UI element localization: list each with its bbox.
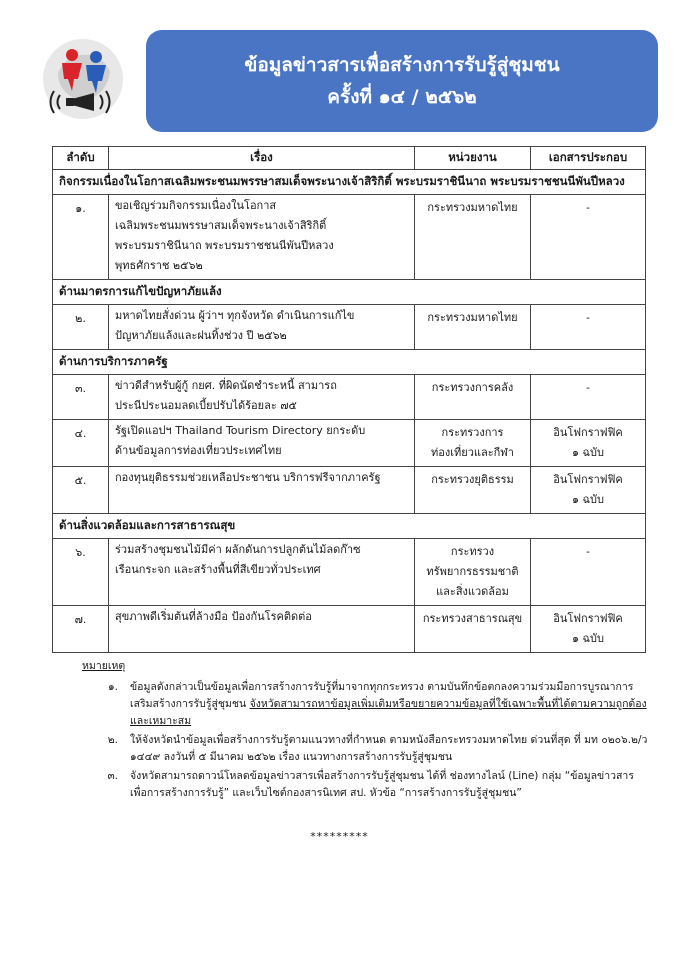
table-header-row: [53, 147, 646, 170]
row-number: ๔.: [53, 420, 109, 467]
row-topic: [109, 195, 415, 280]
table-row: [53, 606, 646, 653]
row-agency: [415, 539, 531, 606]
documents-line: ๑ ฉบับ: [572, 632, 604, 645]
agency-line: กระทรวง: [450, 545, 495, 558]
documents-line: -: [586, 381, 590, 394]
row-topic: [109, 375, 415, 420]
documents-line: ๑ ฉบับ: [572, 446, 604, 459]
page-title: ข้อมูลข่าวสารเพื่อสร้างการรับรู้สู่ชุมชน: [244, 54, 560, 76]
table-row: [53, 420, 646, 467]
agency-line: กระทรวงยุติธรรม: [431, 473, 514, 486]
topic-line: กองทุนยุติธรรมช่วยเหลือประชาชน บริการฟรีจากภาครัฐ: [115, 471, 381, 484]
row-number: ๑.: [53, 195, 109, 280]
row-documents: [531, 420, 646, 467]
section-title: ด้านมาตรการแก้ไขปัญหาภัยแล้ง: [53, 280, 646, 305]
documents-line: ๑ ฉบับ: [572, 493, 604, 506]
agency-line: กระทรวงการคลัง: [431, 381, 514, 394]
topic-line: พระบรมราชินีนาถ พระบรมราชชนนีพันปีหลวง: [115, 239, 334, 252]
topic-line: พุทธศักราช ๒๕๖๒: [115, 259, 203, 272]
row-documents: [531, 539, 646, 606]
section-title: กิจกรรมเนื่องในโอกาสเฉลิมพระชนมพรรษาสมเด็จพระนางเจ้าสิริกิติ์ พระบรมราชินีนาถ พระบรมราชชนนีพันปีหลวง: [53, 170, 646, 195]
topic-line: เฉลิมพระชนมพรรษาสมเด็จพระนางเจ้าสิริกิติ์: [115, 219, 327, 232]
note-number: ๑.: [107, 681, 118, 693]
row-number: ๕.: [53, 467, 109, 514]
note-emphasis: จังหวัดสามารถหาข้อมูลเพิ่มเติมหรือขยายความข้อมูลที่ใช้เฉพาะพื้นที่ได้ตามความถูกต้องและเหมาะสม: [130, 698, 647, 727]
note-item: [80, 679, 650, 730]
row-number: ๗.: [53, 606, 109, 653]
row-documents: [531, 375, 646, 420]
row-documents: [531, 195, 646, 280]
section-title: ด้านสิ่งแวดล้อมและการสาธารณสุข: [53, 514, 646, 539]
row-agency: [415, 606, 531, 653]
table-row: [53, 305, 646, 350]
topic-line: ปัญหาภัยแล้งและฝนทิ้งช่วง ปี ๒๕๖๒: [115, 329, 287, 342]
notes-title: หมายเหตุ: [82, 660, 126, 672]
table-row: [53, 539, 646, 606]
topic-line: ด้านข้อมูลการท่องเที่ยวประเทศไทย: [115, 444, 282, 457]
section-row: [53, 514, 646, 539]
row-agency: [415, 420, 531, 467]
row-topic: [109, 467, 415, 514]
topic-line: รัฐเปิดแอปฯ Thailand Tourism Directory ยกระดับ: [115, 424, 366, 437]
row-number: ๖.: [53, 539, 109, 606]
ministry-logo: [28, 33, 138, 129]
row-agency: [415, 375, 531, 420]
row-documents: [531, 606, 646, 653]
agency-line: กระทรวงมหาดไทย: [427, 311, 518, 324]
title-banner: [146, 30, 658, 132]
topic-line: มหาดไทยสั่งด่วน ผู้ว่าฯ ทุกจังหวัด ดำเนินการแก้ไข: [115, 309, 355, 322]
row-topic: [109, 606, 415, 653]
section-row: [53, 280, 646, 305]
topic-line: สุขภาพดีเริ่มต้นที่ล้างมือ ป้องกันโรคติดต่อ: [115, 610, 312, 623]
topic-line: ขอเชิญร่วมกิจกรรมเนื่องในโอกาส: [115, 199, 277, 212]
agency-line: ท่องเที่ยวและกีฬา: [431, 446, 514, 459]
note-number: ๒.: [107, 734, 118, 746]
documents-line: -: [586, 201, 590, 214]
row-topic: [109, 305, 415, 350]
table-row: [53, 195, 646, 280]
row-documents: [531, 467, 646, 514]
agency-line: กระทรวงการ: [441, 426, 504, 439]
row-number: ๓.: [53, 375, 109, 420]
row-agency: [415, 467, 531, 514]
table-row: [53, 375, 646, 420]
issue-number: ครั้งที่ ๑๔ / ๒๕๖๒: [327, 86, 477, 108]
note-text: จังหวัดสามารถดาวน์โหลดข้อมูลข่าวสารเพื่อสร้างการรับรู้สู่ชุมชน ได้ที่ ช่องทางไลน์ (Line) กลุ่ม “ข้อมูลข่าวสารเพื่อการสร้างการรับรู้” และเว็บไซต์กองสารนิเทศ สป. หัวข้อ “การสร้างการรับรู้สู่ชุมชน”: [130, 770, 634, 799]
table-row: [53, 467, 646, 514]
end-marker: *********: [310, 830, 369, 843]
section-row: [53, 170, 646, 195]
row-topic: [109, 420, 415, 467]
topic-line: ประนีประนอมลดเบี้ยปรับได้ร้อยละ ๗๕: [115, 399, 297, 412]
agency-line: กระทรวงสาธารณสุข: [422, 612, 523, 625]
row-agency: [415, 195, 531, 280]
agency-line: ทรัพยากรธรรมชาติ: [426, 565, 519, 578]
topic-line: ข่าวดีสำหรับผู้กู้ กยศ. ที่ผิดนัดชำระหนี้ สามารถ: [115, 379, 337, 392]
note-number: ๓.: [107, 770, 118, 782]
row-number: ๒.: [53, 305, 109, 350]
row-topic: [109, 539, 415, 606]
row-agency: [415, 305, 531, 350]
agency-line: กระทรวงมหาดไทย: [427, 201, 518, 214]
agency-line: และสิ่งแวดล้อม: [436, 585, 509, 598]
documents-line: อินโฟกราฟฟิค: [553, 473, 623, 486]
documents-line: อินโฟกราฟฟิค: [553, 612, 623, 625]
note-text: ให้จังหวัดนำข้อมูลเพื่อสร้างการรับรู้ตามแนวทางที่กำหนด ตามหนังสือกระทรวงมหาดไทย ด่วนที่สุด ที่ มท ๐๒๐๖.๒/ว ๑๔๔๙ ลงวันที่ ๕ มีนาคม ๒๕๖๒ เรื่อง แนวทางการสร้างการรับรู้สู่ชุมชน: [130, 734, 648, 763]
documents-line: -: [586, 545, 590, 558]
documents-line: -: [586, 311, 590, 324]
note-text-part: ข้อมูลดังกล่าวเป็นข้อมูลเพื่อการสร้างการรับรู้ที่มาจากทุกกระทรวง ตามบันทึกข้อตกลงความร่วมมือการบูรณาการเสริมสร้างการรับรู้สู่ชุมชน: [130, 681, 634, 710]
row-documents: [531, 305, 646, 350]
topic-line: เรือนกระจก และสร้างพื้นที่สีเขียวทั่วประเทศ: [115, 563, 321, 576]
notes-section: [80, 658, 650, 804]
header-number: ลำดับ: [53, 147, 109, 170]
community-logo-icon: [28, 33, 138, 129]
note-item: [80, 768, 650, 802]
topic-line: ร่วมสร้างชุมชนไม้มีค่า ผลักดันการปลูกต้นไม้ลดก๊าซ: [115, 543, 361, 556]
header-topic: เรื่อง: [109, 147, 415, 170]
note-text: [130, 679, 650, 730]
documents-line: อินโฟกราฟฟิค: [553, 426, 623, 439]
note-item: [80, 732, 650, 766]
section-title: ด้านการบริการภาครัฐ: [53, 350, 646, 375]
news-table: [52, 146, 646, 653]
header-documents: เอกสารประกอบ: [531, 147, 646, 170]
section-row: [53, 350, 646, 375]
header-agency: หน่วยงาน: [415, 147, 531, 170]
